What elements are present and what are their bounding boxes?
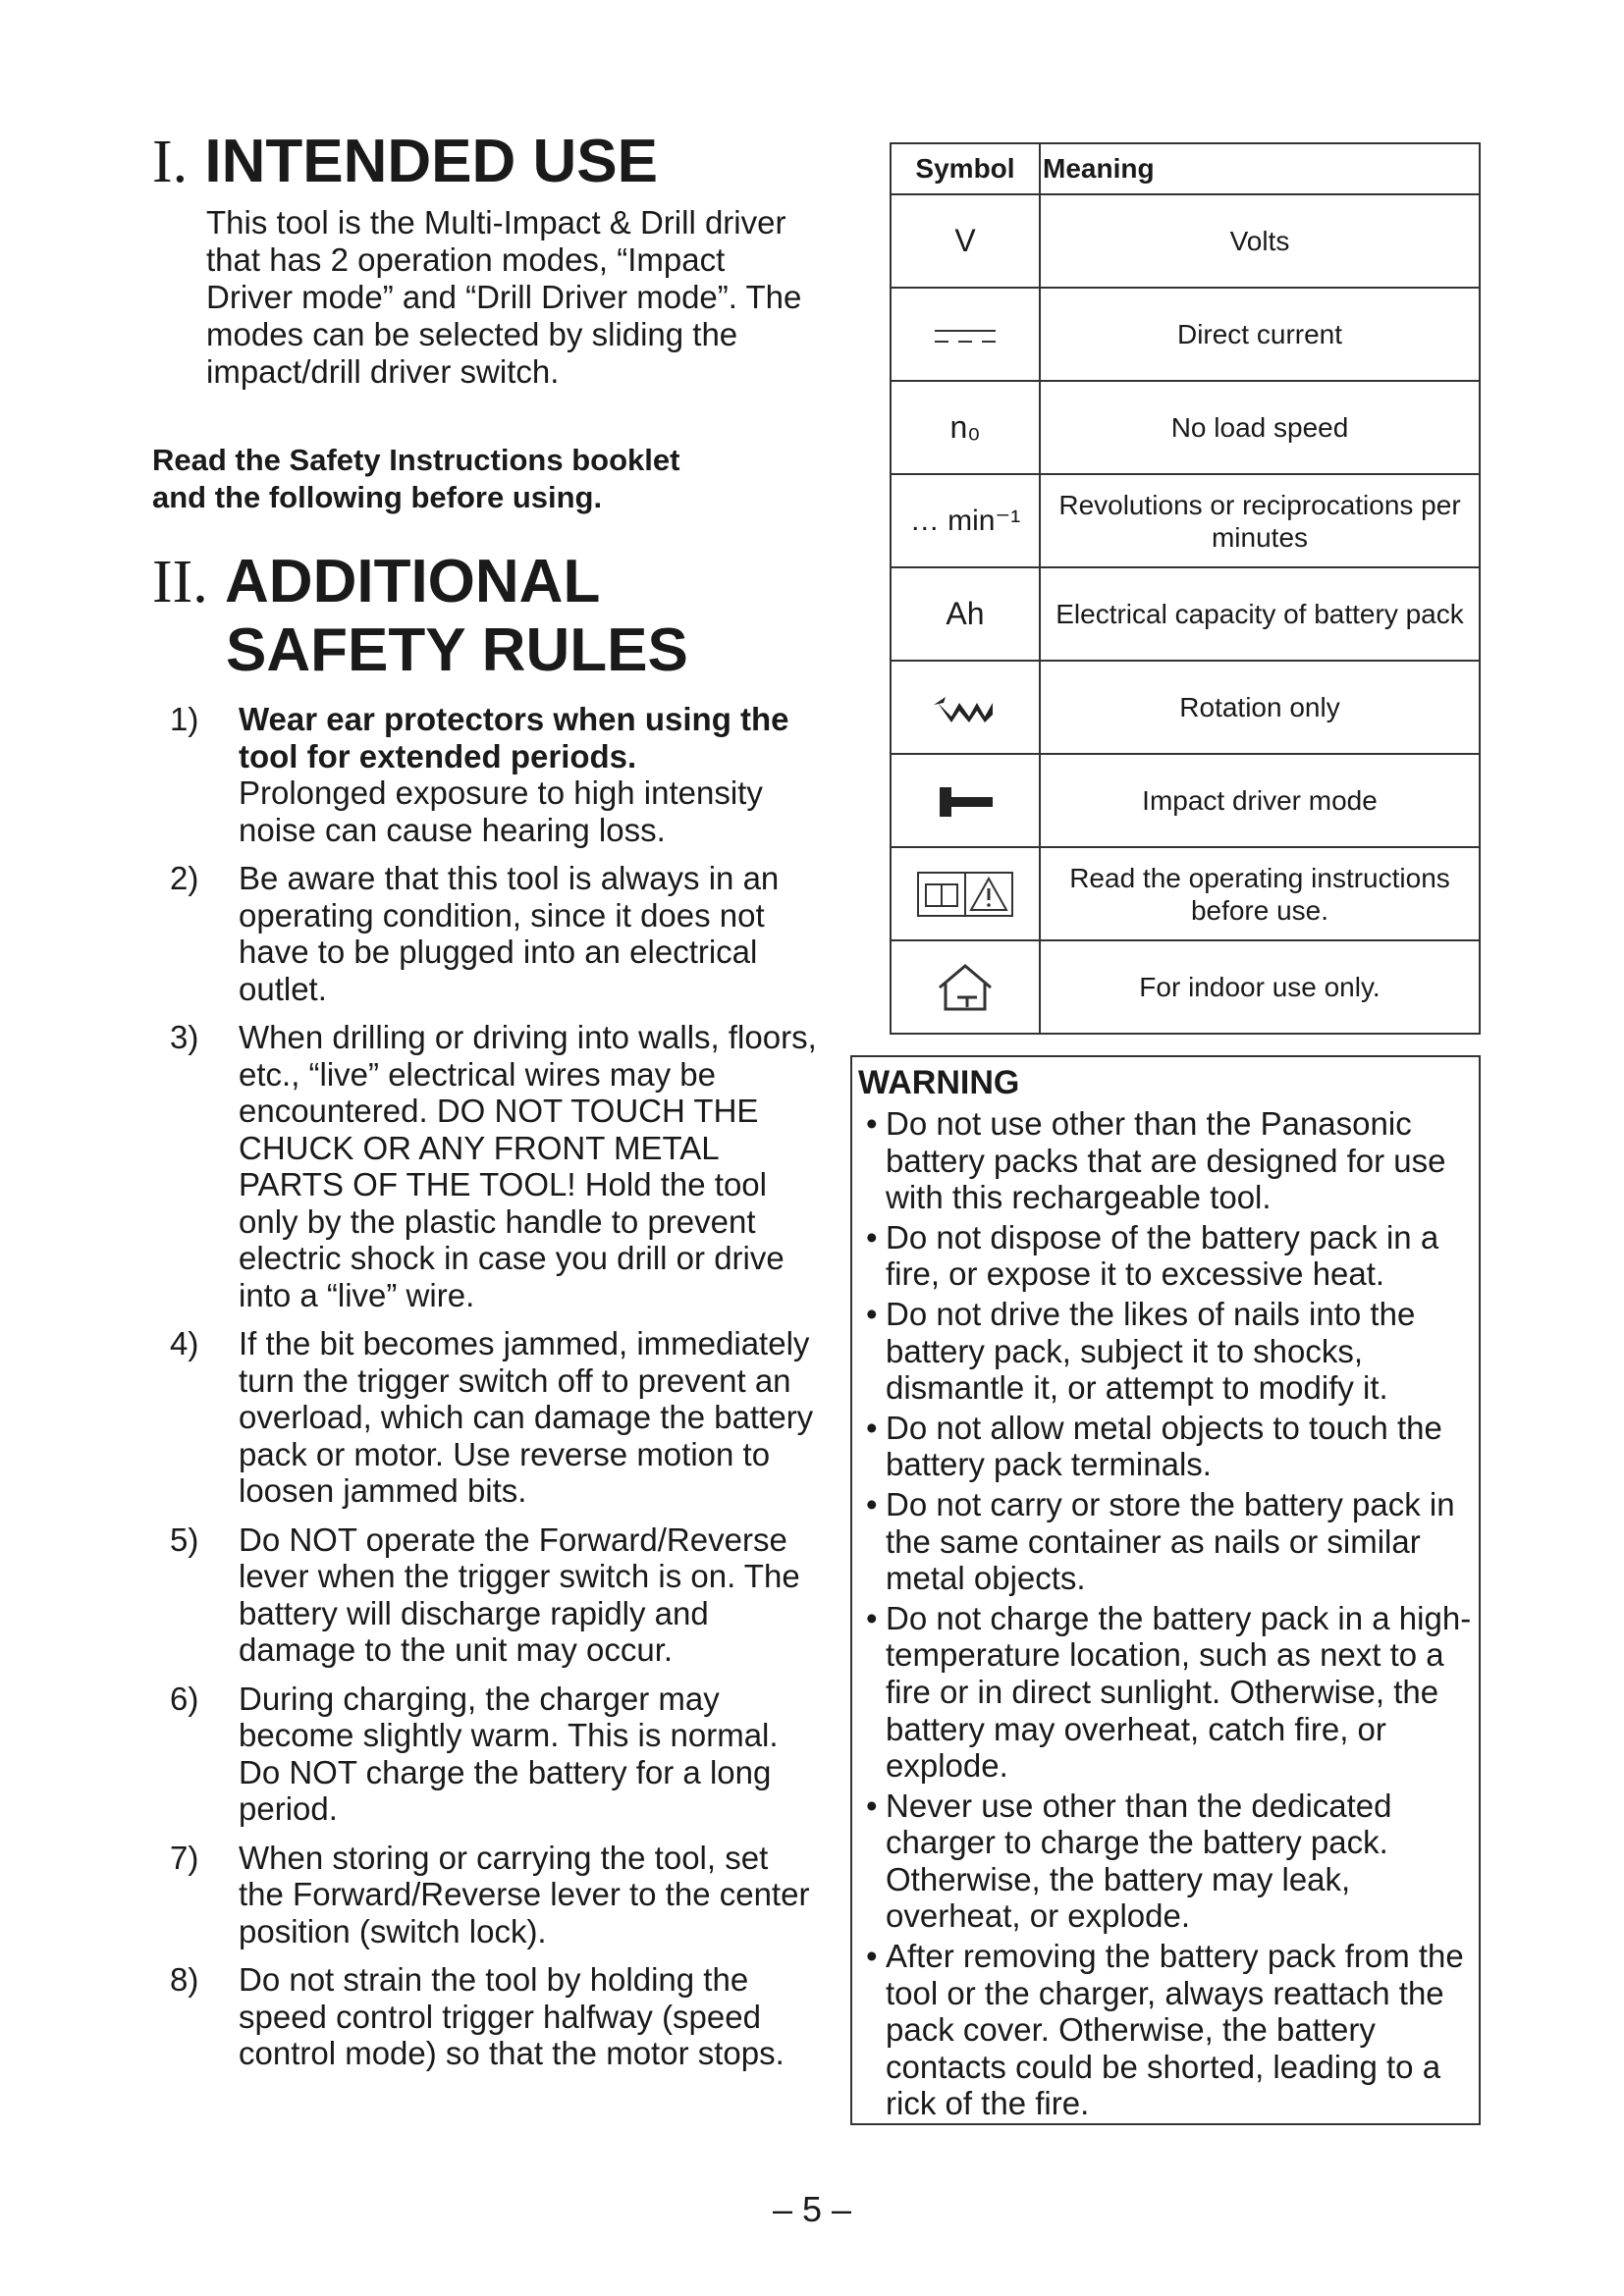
symbol-cell (891, 288, 1040, 381)
direct-current-icon (931, 325, 1000, 348)
meaning-cell: Revolutions or reciprocations per minutes (1040, 474, 1480, 567)
warning-text: Do not use other than the Panasonic battery packs that are designed for use with this rechargeable tool. (886, 1105, 1446, 1216)
symbol-cell (891, 940, 1040, 1034)
warning-title: WARNING (858, 1064, 1020, 1101)
safety-rule (152, 1681, 818, 1828)
table-row (891, 474, 1480, 567)
section-title-line2: SAFETY RULES (226, 616, 688, 684)
symbol-cell: … min⁻¹ (891, 474, 1040, 567)
rule-number: 5) (170, 1521, 199, 1558)
warning-item (858, 1486, 1473, 1597)
bullet-icon: • (866, 1938, 878, 1975)
warning-item (858, 1600, 1473, 1785)
safety-rule (152, 1325, 818, 1510)
symbol-cell: n₀ (891, 381, 1040, 474)
rule-text: When storing or carrying the tool, set the Forward/Reverse lever to the center position (switch lock). (239, 1839, 810, 1949)
table-row (891, 381, 1480, 474)
warning-text: Do not charge the battery pack in a high-temperature location, such as next to a fire or in direct sunlight. Otherwise, the battery may overheat, catch fire, or explode. (886, 1599, 1472, 1785)
section-numeral: I. (152, 129, 189, 195)
intended-use-heading (152, 128, 820, 196)
symbol-cell: Ah (891, 567, 1040, 661)
symbol-cell (891, 847, 1040, 940)
rule-number: 2) (170, 860, 199, 896)
rule-text: Do NOT operate the Forward/Reverse lever when the trigger switch is on. The battery will discharge rapidly and damage to the unit may occur. (239, 1521, 800, 1668)
rotation-icon (930, 693, 1001, 724)
symbol-table (890, 142, 1481, 1035)
rule-text: During charging, the charger may become slightly warm. This is normal. Do NOT charge the battery for a long period. (239, 1680, 779, 1827)
warning-text: Do not drive the likes of nails into the battery pack, subject it to shocks, dismantle it, or attempt to modify it. (886, 1295, 1416, 1407)
manual-warning-icon (916, 871, 1014, 918)
rule-number: 7) (170, 1839, 199, 1876)
table-row (891, 847, 1480, 940)
symbol-cell (891, 754, 1040, 847)
rule-text: If the bit becomes jammed, immediately turn the trigger switch off to prevent an overload, which can damage the battery pack or motor. Use reverse motion to loosen jammed bits. (239, 1325, 814, 1509)
rule-text: When drilling or driving into walls, floors, etc., “live” electrical wires may be encountered. DO NOT TOUCH THE CHUCK OR ANY FRONT METAL PARTS OF THE TOOL! Hold the tool only by the plastic handle to prevent electric shock in case you drill or drive into a “live” wire. (239, 1019, 817, 1313)
impact-hammer-icon (934, 781, 997, 821)
table-row (891, 754, 1480, 847)
rule-bold-text: Wear ear protectors when using the tool for extended periods. (239, 701, 789, 774)
safety-rules-list (152, 701, 820, 2072)
bullet-icon: • (866, 1485, 878, 1522)
meaning-cell: Impact driver mode (1040, 754, 1480, 847)
intended-use-text: This tool is the Multi-Impact & Drill driver that has 2 operation modes, “Impact Driver mode” and “Drill Driver mode”. The modes can be selected by sliding the impact/drill driver switch. (206, 204, 802, 390)
rule-text: Do not strain the tool by holding the speed control trigger halfway (speed control mode) so that the motor stops. (239, 1961, 785, 2071)
safety-rule (152, 1019, 818, 1313)
bullet-icon: • (866, 1599, 878, 1636)
symbol-cell (891, 661, 1040, 754)
indoor-house-icon (934, 960, 997, 1015)
additional-safety-heading (152, 548, 820, 685)
bullet-icon: • (866, 1218, 878, 1255)
rule-number: 1) (170, 701, 199, 737)
table-header-row (891, 143, 1480, 194)
bullet-icon: • (866, 1295, 878, 1332)
bullet-icon: • (866, 1787, 878, 1824)
meaning-cell: Read the operating instructions before use. (1040, 847, 1480, 940)
warning-text: After removing the battery pack from the tool or the charger, always reattach the pack cover. Otherwise, the battery contacts could be shorted, leading to a rick of the fire. (886, 1938, 1464, 2122)
read-note: Read the Safety Instructions booklet and the following before using. (152, 443, 680, 514)
warning-text: Do not carry or store the battery pack in the same container as nails or similar metal objects. (886, 1485, 1455, 1597)
rule-text: Be aware that this tool is always in an operating condition, since it does not have to be plugged into an electrical outlet. (239, 860, 780, 1007)
meaning-cell: No load speed (1040, 381, 1480, 474)
safety-rule (152, 1961, 818, 2072)
safety-rule (152, 860, 818, 1007)
meaning-cell: Direct current (1040, 288, 1480, 381)
rule-number: 4) (170, 1325, 199, 1362)
meaning-cell: Rotation only (1040, 661, 1480, 754)
header-meaning: Meaning (1040, 143, 1480, 194)
table-row (891, 288, 1480, 381)
warning-item (858, 1938, 1473, 2122)
warning-item (858, 1105, 1473, 1216)
bullet-icon: • (866, 1105, 878, 1142)
warning-item (858, 1296, 1473, 1407)
header-symbol: Symbol (891, 143, 1040, 194)
left-column (152, 128, 820, 2084)
meaning-cell: For indoor use only. (1040, 940, 1480, 1034)
table-row (891, 940, 1480, 1034)
rule-number: 6) (170, 1680, 199, 1717)
bullet-icon: • (866, 1409, 878, 1446)
warning-text: Do not allow metal objects to touch the battery pack terminals. (886, 1409, 1442, 1483)
page-number: – 5 – (772, 2189, 852, 2229)
warning-item (858, 1219, 1473, 1293)
warning-text: Never use other than the dedicated charger to charge the battery pack. Otherwise, the battery may leak, overheat, or explode. (886, 1787, 1392, 1935)
warning-item (858, 1410, 1473, 1483)
warning-text: Do not dispose of the battery pack in a fire, or expose it to excessive heat. (886, 1218, 1439, 1293)
table-row (891, 194, 1480, 288)
warning-item (858, 1788, 1473, 1935)
section-title-line1: ADDITIONAL (225, 548, 601, 615)
rule-number: 8) (170, 1961, 199, 1998)
table-row (891, 567, 1480, 661)
section-title: INTENDED USE (204, 128, 658, 195)
section-numeral: II. (152, 549, 208, 615)
table-row (891, 661, 1480, 754)
meaning-cell: Volts (1040, 194, 1480, 288)
meaning-cell: Electrical capacity of battery pack (1040, 567, 1480, 661)
warning-box (850, 1055, 1481, 2125)
symbol-cell: V (891, 194, 1040, 288)
rule-number: 3) (170, 1019, 199, 1055)
safety-rule (152, 1522, 818, 1669)
safety-rule (152, 701, 818, 848)
rule-text: Prolonged exposure to high intensity noise can cause hearing loss. (239, 774, 763, 848)
safety-rule (152, 1840, 818, 1950)
